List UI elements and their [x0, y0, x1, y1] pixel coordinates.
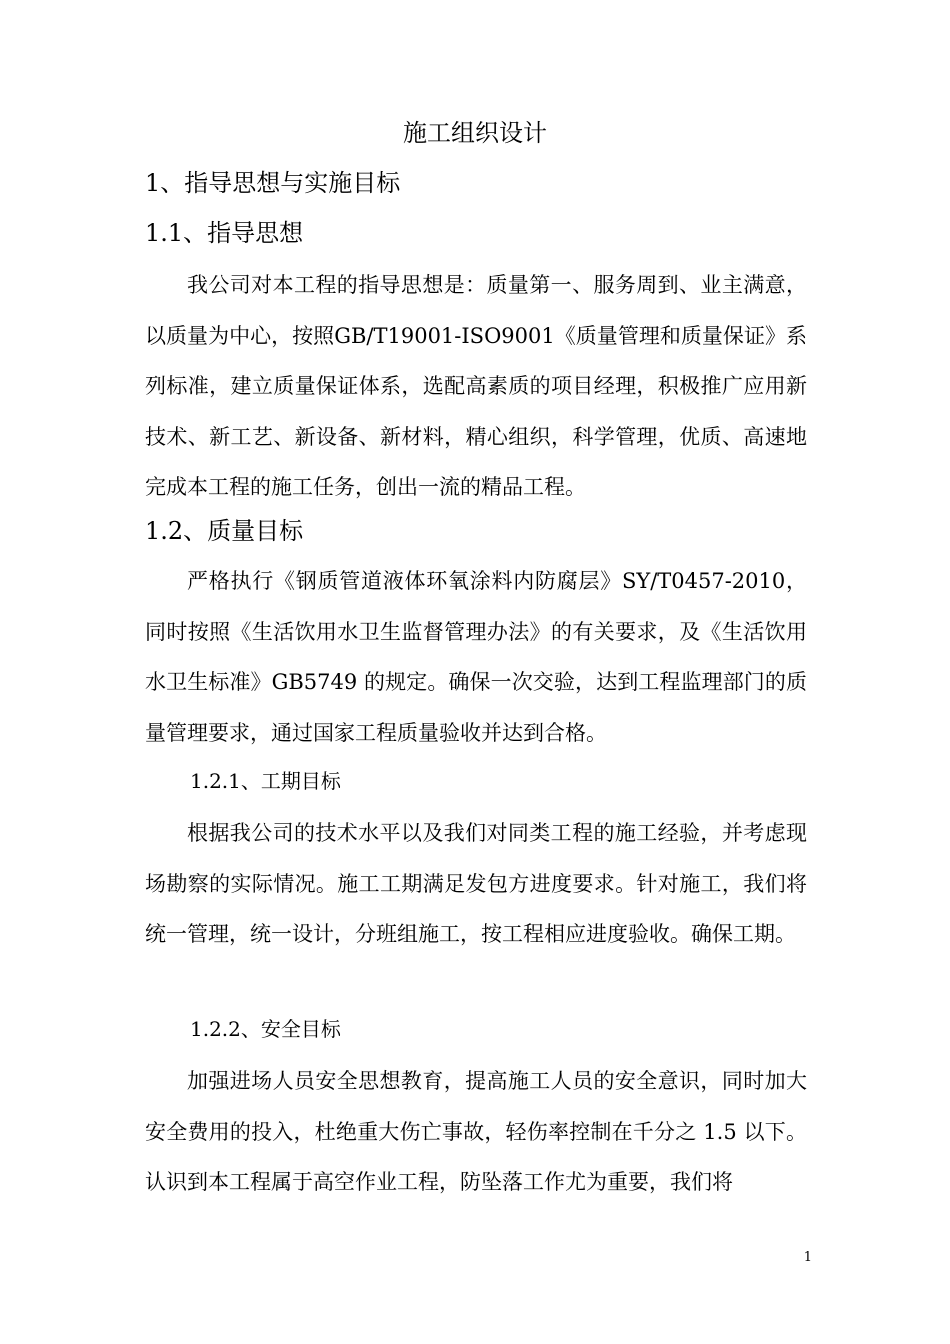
section-1-1-paragraph: 我公司对本工程的指导思想是：质量第一、服务周到、业主满意，以质量为中心，按照GB/T19001-ISO9001《质量管理和质量保证》系列标准，建立质量保证体系，选配高素质的项目经理，积极推广应用新技术、新工艺、新设备、新材料，精心组织，科学管理，优质、高速地完成本工程的施工任务，创出一流的精品工程。: [145, 273, 807, 499]
page-number: 1: [803, 1250, 812, 1265]
section-1-2-2-heading: 1.2.2、安全目标: [190, 1017, 341, 1041]
section-1-2-1-paragraph: 根据我公司的技术水平以及我们对同类工程的施工经验，并考虑现场勘察的实际情况。施工工期满足发包方进度要求。针对施工，我们将统一管理，统一设计，分班组施工，按工程相应进度验收。确保工期。: [145, 821, 807, 946]
section-1-2-1-heading: 1.2.1、工期目标: [190, 769, 341, 793]
section-1-2-paragraph: 严格执行《钢质管道液体环氧涂料内防腐层》SY/T0457-2010，同时按照《生活饮用水卫生监督管理办法》的有关要求，及《生活饮用水卫生标准》GB5749 的规定。确保一次交验，达到工程监理部门的质量管理要求，通过国家工程质量验收并达到合格。: [145, 569, 807, 745]
section-1-heading: 1、指导思想与实施目标: [145, 169, 401, 197]
section-1-2-2-paragraph: 加强进场人员安全思想教育，提高施工人员的安全意识，同时加大安全费用的投入，杜绝重大伤亡事故，轻伤率控制在千分之 1.5 以下。认识到本工程属于高空作业工程，防坠落工作尤为重要，我们将: [145, 1069, 807, 1194]
section-1-2-heading: 1.2、质量目标: [145, 517, 304, 545]
document-title: 施工组织设计: [403, 119, 547, 147]
section-1-1-heading: 1.1、指导思想: [145, 219, 304, 247]
